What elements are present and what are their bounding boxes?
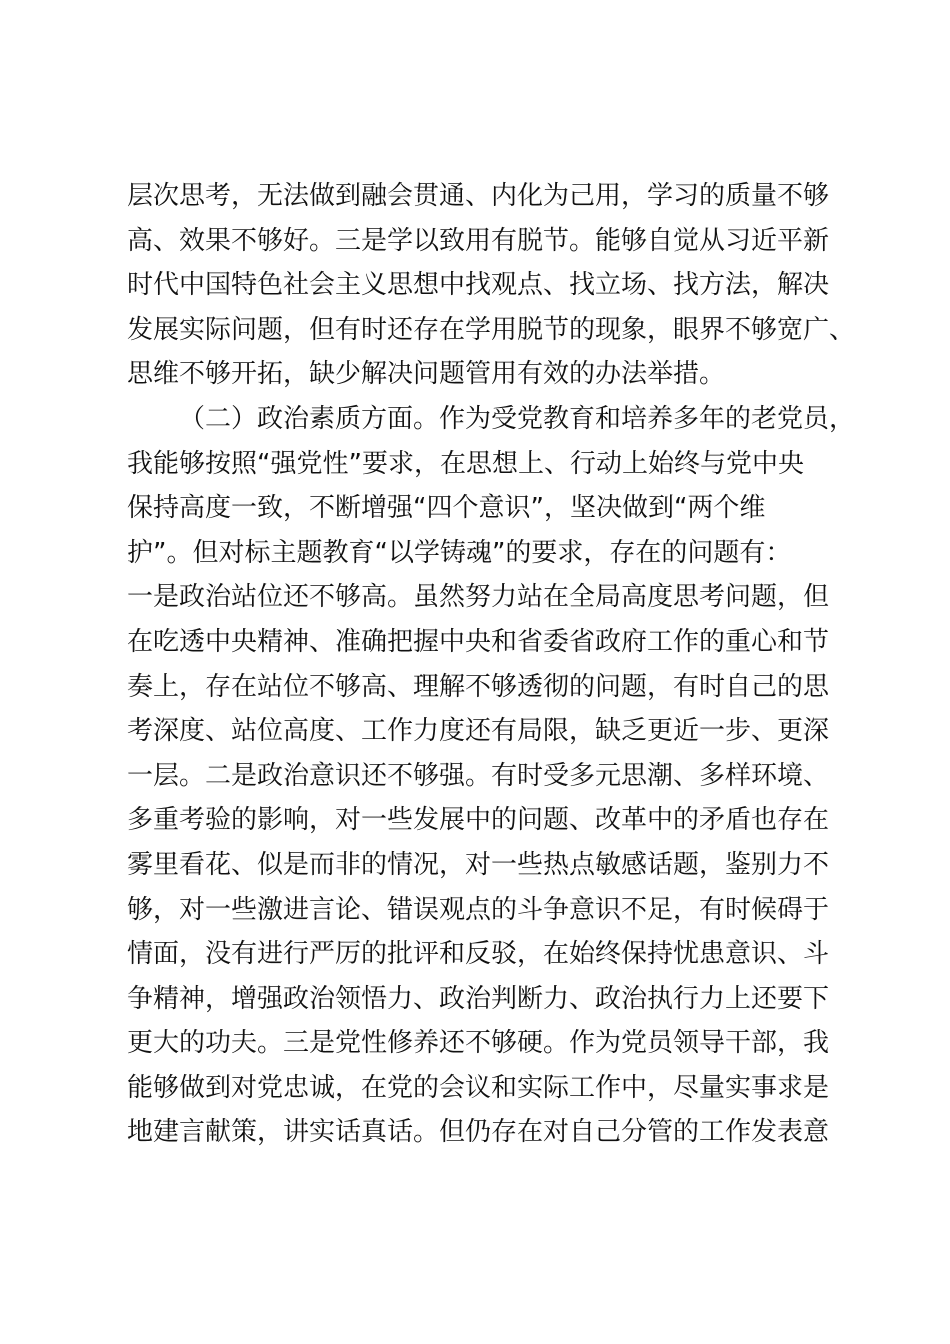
text-line-10: 一是政治站位还不够高。虽然努力站在全局高度思考问题，但 bbox=[127, 582, 830, 613]
text-line-21: 能够做到对党忠诚，在党的会议和实际工作中，尽量实事求是 bbox=[127, 1072, 830, 1103]
text-line-18: 情面，没有进行严厉的批评和反驳，在始终保持忧患意识、斗 bbox=[127, 939, 830, 970]
text-line-4: 发展实际问题，但有时还存在学用脱节的现象，眼界不够宽广、 bbox=[127, 314, 856, 345]
text-line-16: 雾里看花、似是而非的情况，对一些热点敏感话题，鉴别力不 bbox=[127, 849, 830, 880]
text-line-9: 护”。但对标主题教育“以学铸魂”的要求，存在的问题有： bbox=[127, 537, 792, 568]
text-line-19: 争精神，增强政治领悟力、政治判断力、政治执行力上还要下 bbox=[127, 983, 830, 1014]
text-line-15: 多重考验的影响，对一些发展中的问题、改革中的矛盾也存在 bbox=[127, 805, 830, 836]
text-line-17: 够，对一些激进言论、错误观点的斗争意识不足，有时候碍于 bbox=[127, 894, 830, 925]
text-line-11: 在吃透中央精神、准确把握中央和省委省政府工作的重心和节 bbox=[127, 626, 830, 657]
body-text bbox=[127, 174, 856, 1155]
text-line-12: 奏上，存在站位不够高、理解不够透彻的问题，有时自己的思 bbox=[127, 671, 830, 702]
text-line-5: 思维不够开拓，缺少解决问题管用有效的办法举措。 bbox=[127, 359, 726, 390]
text-line-2: 高、效果不够好。三是学以致用有脱节。能够自觉从习近平新 bbox=[127, 225, 830, 256]
text-line-3: 时代中国特色社会主义思想中找观点、找立场、找方法，解决 bbox=[127, 270, 830, 301]
text-line-1: 层次思考，无法做到融会贯通、内化为己用，学习的质量不够 bbox=[127, 181, 830, 211]
text-line-13: 考深度、站位高度、工作力度还有局限，缺乏更近一步、更深 bbox=[127, 716, 830, 747]
section-heading-line: （二）政治素质方面。作为受党教育和培养多年的老党员， bbox=[179, 403, 856, 434]
text-line-20: 更大的功夫。三是党性修养还不够硬。作为党员领导干部，我 bbox=[127, 1028, 830, 1059]
text-line-14: 一层。二是政治意识还不够强。有时受多元思潮、多样环境、 bbox=[127, 760, 830, 791]
text-line-7: 我能够按照“强党性”要求，在思想上、行动上始终与党中央 bbox=[127, 448, 804, 479]
text-line-8: 保持高度一致，不断增强“四个意识”，坚决做到“两个维 bbox=[127, 493, 766, 524]
text-line-22: 地建言献策，讲实话真话。但仍存在对自己分管的工作发表意 bbox=[127, 1117, 830, 1148]
